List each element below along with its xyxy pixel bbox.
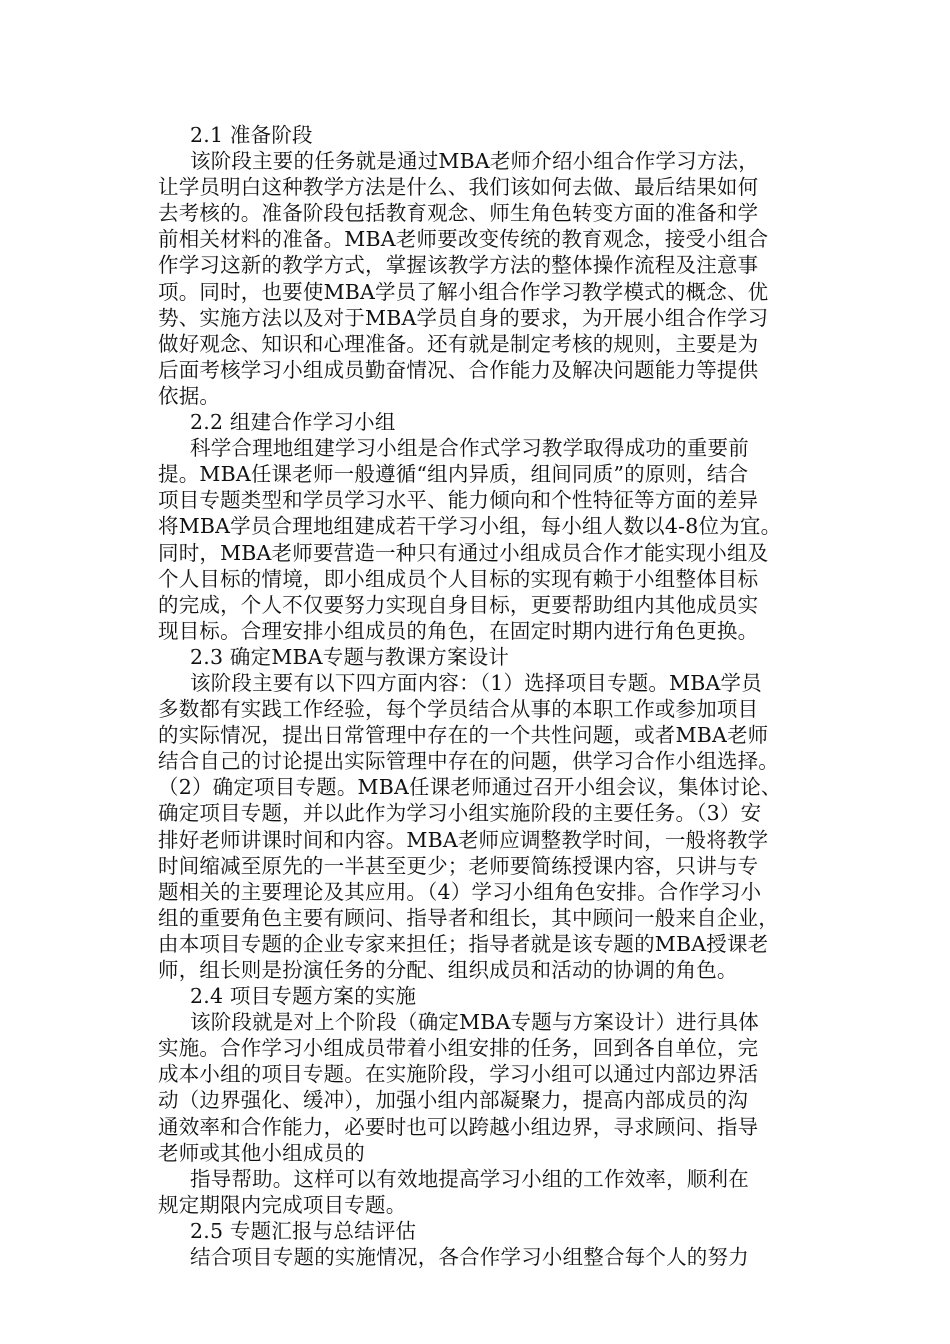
document-body [158, 122, 798, 1270]
paragraph-line: 时间缩减至原先的一半甚至更少；老师要简练授课内容，只讲与专 [158, 853, 759, 878]
paragraph-line: 老师或其他小组成员的 [158, 1140, 365, 1165]
section-heading: 2.2 组建合作学习小组 [190, 410, 396, 435]
paragraph-line: 的完成，个人不仅要努力实现自身目标，更要帮助组内其他成员实 [158, 592, 759, 617]
paragraph-line: 该阶段就是对上个阶段（确定MBA专题与方案设计）进行具体 [190, 1010, 759, 1035]
paragraph-line: 通效率和合作能力，必要时也可以跨越小组边界，寻求顾问、指导 [158, 1114, 759, 1139]
paragraph-line: 该阶段主要的任务就是通过MBA老师介绍小组合作学习方法， [190, 149, 759, 174]
paragraph-line: 科学合理地组建学习小组是合作式学习教学取得成功的重要前 [190, 436, 749, 461]
paragraph-line: 成本小组的项目专题。在实施阶段，学习小组可以通过内部边界活 [158, 1062, 759, 1087]
paragraph-line: 让学员明白这种教学方法是什么、我们该如何去做、最后结果如何 [158, 175, 759, 200]
paragraph-line: 实施。合作学习小组成员带着小组安排的任务，回到各自单位，完 [158, 1036, 759, 1061]
paragraph-line: 项目专题类型和学员学习水平、能力倾向和个性特征等方面的差异 [158, 488, 759, 513]
paragraph-line: 动（边界强化、缓冲），加强小组内部凝聚力，提高内部成员的沟 [158, 1088, 749, 1113]
section-heading: 2.3 确定MBA专题与教课方案设计 [190, 644, 510, 669]
paragraph-line: 组的重要角色主要有顾问、指导者和组长，其中顾问一般来自企业， [158, 905, 779, 930]
paragraph-line: 势、实施方法以及对于MBA学员自身的要求，为开展小组合作学习 [158, 305, 769, 330]
paragraph-line: （2）确定项目专题。MBA任课老师通过召开小组会议，集体讨论、 [158, 775, 782, 800]
paragraph-line: 提。MBA任课老师一般遵循“组内异质，组间同质”的原则，结合 [158, 462, 749, 487]
paragraph-line: 去考核的。准备阶段包括教育观念、师生角色转变方面的准备和学 [158, 201, 759, 226]
paragraph-line: 多数都有实践工作经验，每个学员结合从事的本职工作或参加项目 [158, 697, 759, 722]
paragraph-line: 结合项目专题的实施情况，各合作学习小组整合每个人的努力 [190, 1245, 749, 1270]
paragraph-line: 前相关材料的准备。MBA老师要改变传统的教育观念，接受小组合 [158, 227, 769, 252]
paragraph-line: 将MBA学员合理地组建成若干学习小组，每小组人数以4-8位为宜。 [158, 514, 782, 539]
paragraph-line: 现目标。合理安排小组成员的角色，在固定时期内进行角色更换。 [158, 618, 759, 643]
paragraph-line: 确定项目专题，并以此作为学习小组实施阶段的主要任务。（3）安 [158, 801, 762, 826]
paragraph-line: 规定期限内完成项目专题。 [158, 1192, 407, 1217]
paragraph-line: 由本项目专题的企业专家来担任；指导者就是该专题的MBA授课老 [158, 931, 769, 956]
paragraph-line: 依据。 [158, 383, 221, 408]
paragraph-line: 作学习这新的教学方式，掌握该教学方法的整体操作流程及注意事 [158, 253, 759, 278]
paragraph-line: 做好观念、知识和心理准备。还有就是制定考核的规则，主要是为 [158, 331, 759, 356]
paragraph-line: 题相关的主要理论及其应用。（4）学习小组角色安排。合作学习小 [158, 879, 762, 904]
paragraph-line: 师，组长则是扮演任务的分配、组织成员和活动的协调的角色。 [158, 958, 738, 982]
paragraph-line: 后面考核学习小组成员勤奋情况、合作能力及解决问题能力等提供 [158, 357, 759, 382]
paragraph-line: 同时，MBA老师要营造一种只有通过小组成员合作才能实现小组及 [158, 540, 769, 565]
paragraph-line: 个人目标的情境，即小组成员个人目标的实现有赖于小组整体目标 [158, 566, 759, 591]
paragraph-line: 该阶段主要有以下四方面内容：（1）选择项目专题。MBA学员 [190, 670, 762, 695]
section-heading: 2.5 专题汇报与总结评估 [190, 1218, 417, 1243]
section-heading: 2.4 项目专题方案的实施 [190, 984, 417, 1009]
paragraph-line: 结合自己的讨论提出实际管理中存在的问题，供学习合作小组选择。 [158, 749, 779, 774]
paragraph-line: 排好老师讲课时间和内容。MBA老师应调整教学时间，一般将教学 [158, 827, 769, 852]
paragraph-line: 项。同时，也要使MBA学员了解小组合作学习教学模式的概念、优 [158, 279, 769, 304]
paragraph-line: 的实际情况，提出日常管理中存在的一个共性问题，或者MBA老师 [158, 723, 769, 748]
paragraph-line: 指导帮助。这样可以有效地提高学习小组的工作效率，顺利在 [190, 1166, 749, 1191]
section-heading: 2.1 准备阶段 [190, 123, 313, 147]
